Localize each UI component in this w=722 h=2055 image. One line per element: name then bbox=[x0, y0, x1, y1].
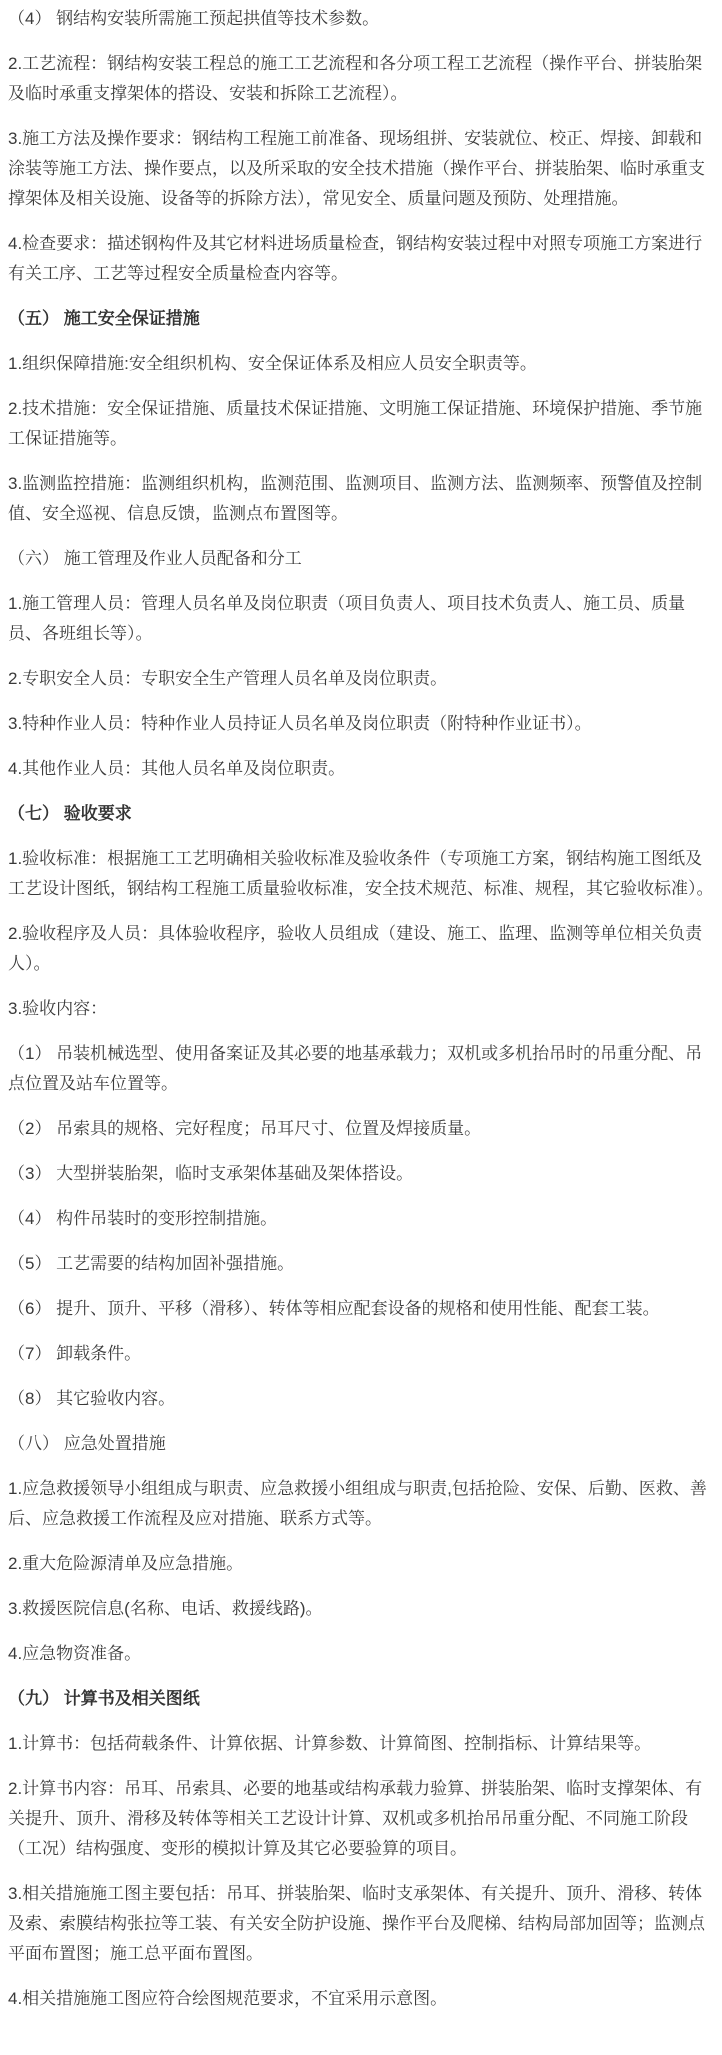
paragraph: 1.计算书：包括荷载条件、计算依据、计算参数、计算简图、控制指标、计算结果等。 bbox=[8, 1734, 652, 1753]
list-item: （3） 大型拼装胎架，临时支承架体基础及架体搭设。 bbox=[8, 1164, 414, 1183]
section-heading-5: （五） 施工安全保证措施 bbox=[8, 309, 200, 328]
section-heading-9: （九） 计算书及相关图纸 bbox=[8, 1689, 200, 1708]
paragraph: 1.组织保障措施:安全组织机构、安全保证体系及相应人员安全职责等。 bbox=[8, 354, 537, 373]
section-heading-8: （八） 应急处置措施 bbox=[8, 1434, 166, 1453]
list-item: （4） 构件吊装时的变形控制措施。 bbox=[8, 1209, 278, 1228]
paragraph: 3.救援医院信息(名称、电话、救援线路)。 bbox=[8, 1599, 323, 1618]
list-item: （5） 工艺需要的结构加固补强措施。 bbox=[8, 1254, 295, 1273]
list-item: （7） 卸载条件。 bbox=[8, 1344, 142, 1363]
paragraph: 4.检查要求：描述钢构件及其它材料进场质量检查，钢结构安装过程中对照专项施工方案进行有关工序、工艺等过程安全质量检查内容等。 bbox=[8, 234, 703, 283]
paragraph: 2.技术措施：安全保证措施、质量技术保证措施、文明施工保证措施、环境保护措施、季节施工保证措施等。 bbox=[8, 399, 703, 448]
section-heading-7: （七） 验收要求 bbox=[8, 804, 132, 823]
paragraph: 4.相关措施施工图应符合绘图规范要求，不宜采用示意图。 bbox=[8, 1989, 448, 2008]
paragraph: 3.验收内容： bbox=[8, 999, 108, 1018]
paragraph: 3.相关措施施工图主要包括：吊耳、拼装胎架、临时支承架体、有关提升、顶升、滑移、转体及索、索膜结构张拉等工装、有关安全防护设施、操作平台及爬梯、结构局部加固等；监测点平面布置图；施工总平面布置图。 bbox=[8, 1884, 705, 1963]
paragraph: 2.重大危险源清单及应急措施。 bbox=[8, 1554, 244, 1573]
paragraph: 3.施工方法及操作要求：钢结构工程施工前准备、现场组拼、安装就位、校正、焊接、卸载和涂装等施工方法、操作要点，以及所采取的安全技术措施（操作平台、拼装胎架、临时承重支撑架体及相关设施、设备等的拆除方法），常见安全、质量问题及预防、处理措施。 bbox=[8, 129, 705, 208]
paragraph: 4.其他作业人员：其他人员名单及岗位职责。 bbox=[8, 759, 346, 778]
paragraph: 3.特种作业人员：特种作业人员持证人员名单及岗位职责（附特种作业证书）。 bbox=[8, 714, 592, 733]
list-item: （2） 吊索具的规格、完好程度；吊耳尺寸、位置及焊接质量。 bbox=[8, 1119, 482, 1138]
paragraph: 2.验收程序及人员：具体验收程序，验收人员组成（建设、施工、监理、监测等单位相关负责人）。 bbox=[8, 924, 703, 973]
list-item: （4） 钢结构安装所需施工预起拱值等技术参数。 bbox=[8, 9, 380, 28]
list-item: （1） 吊装机械选型、使用备案证及其必要的地基承载力；双机或多机抬吊时的吊重分配、吊点位置及站车位置等。 bbox=[8, 1044, 703, 1093]
paragraph: 1.验收标准：根据施工工艺明确相关验收标准及验收条件（专项施工方案，钢结构施工图纸及工艺设计图纸，钢结构工程施工质量验收标准，安全技术规范、标准、规程，其它验收标准）。 bbox=[8, 849, 714, 898]
list-item: （6） 提升、顶升、平移（滑移）、转体等相应配套设备的规格和使用性能、配套工装。 bbox=[8, 1299, 660, 1318]
list-item: （8） 其它验收内容。 bbox=[8, 1389, 176, 1408]
section-heading-6: （六） 施工管理及作业人员配备和分工 bbox=[8, 549, 302, 568]
paragraph: 1.应急救援领导小组组成与职责、应急救援小组组成与职责,包括抢险、安保、后勤、医救、善后、应急救援工作流程及应对措施、联系方式等。 bbox=[8, 1479, 707, 1528]
paragraph: 2.计算书内容：吊耳、吊索具、必要的地基或结构承载力验算、拼装胎架、临时支撑架体、有关提升、顶升、滑移及转体等相关工艺设计计算、双机或多机抬吊吊重分配、不同施工阶段（工况）结构强度、变形的模拟计算及其它必要验算的项目。 bbox=[8, 1779, 703, 1858]
paragraph: 2.工艺流程：钢结构安装工程总的施工工艺流程和各分项工程工艺流程（操作平台、拼装胎架及临时承重支撑架体的搭设、安装和拆除工艺流程）。 bbox=[8, 54, 703, 103]
paragraph: 4.应急物资准备。 bbox=[8, 1644, 142, 1663]
paragraph: 3.监测监控措施：监测组织机构，监测范围、监测项目、监测方法、监测频率、预警值及控制值、安全巡视、信息反馈，监测点布置图等。 bbox=[8, 474, 703, 523]
paragraph: 1.施工管理人员：管理人员名单及岗位职责（项目负责人、项目技术负责人、施工员、质量员、各班组长等）。 bbox=[8, 594, 686, 643]
paragraph: 2.专职安全人员：专职安全生产管理人员名单及岗位职责。 bbox=[8, 669, 448, 688]
